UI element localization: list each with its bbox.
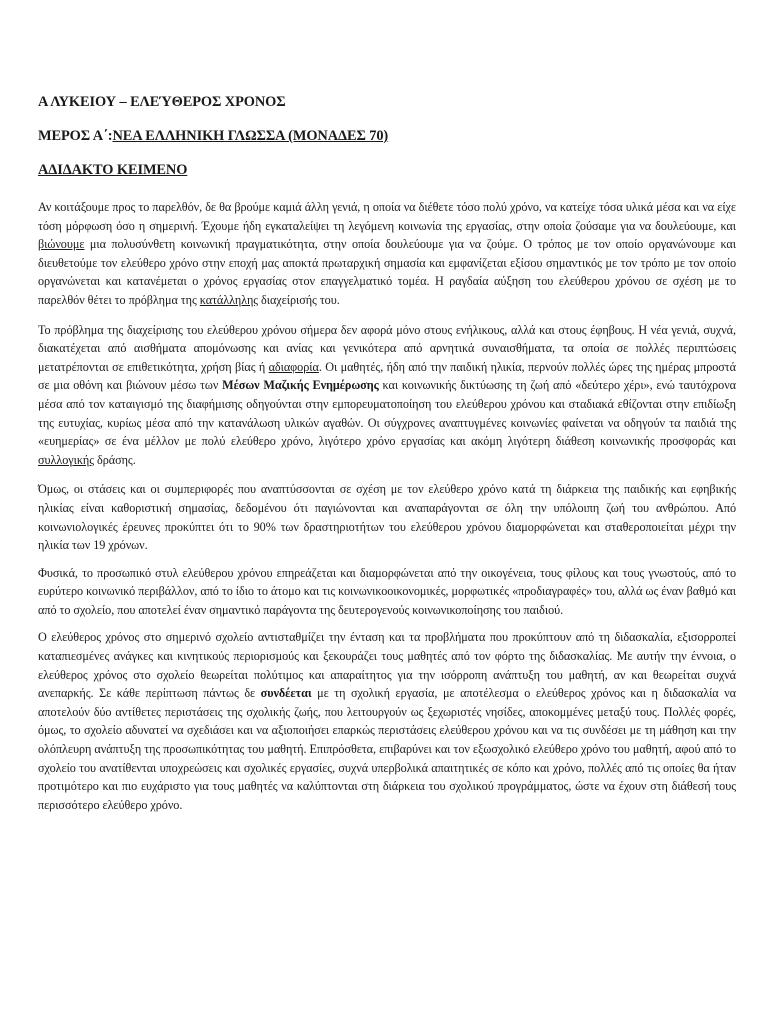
underlined-word: αδιαφορία: [268, 359, 319, 374]
paragraph-2: [38, 321, 736, 470]
paragraph-5: [38, 628, 736, 814]
underlined-word: κατάλληλης: [199, 292, 259, 307]
paragraph-2-text-a: Το πρόβλημα της διαχείρισης του ελεύθερου χρόνου σήμερα δεν αφορά μόνο στους ενήλικους, αλλά και στους έφηβους. Η νέα γενιά, συχνά, διακατέχεται από αισθήματα απομόνωσης και ανίας και γενικότερα από αρνητικά συναισθήματα, τα οποία σε πολλές περιπτώσεις μετατρέπονται σε επιθετικότητα, χρήση βίας ή: [38, 322, 736, 374]
paragraph-2-text-d: δράσης.: [94, 452, 136, 467]
paragraph-5-text-a: Ο ελεύθερος χρόνος στο σημερινό σχολείο αντισταθμίζει την ένταση και τα προβλήματα που προκύπτουν από τη διδασκαλία, εξισορροπεί καταπιεσμένες ανάγκες και κινητικούς περιορισμούς και ξεκουράζει τους μαθητές από τον φόρτο της διδασκαλίας. Με αυτήν την έννοια, ο ελεύθερος χρόνος στο σχολείο θεωρείται πολύτιμος και απαραίτητος για την ισόρροπη ανάπτυξη του μαθητή, αν και θεωρείται συχνά ανεπαρκής. Σε κάθε περίπτωση πάντως δε: [38, 630, 736, 701]
bold-word: συνδέεται: [260, 686, 312, 701]
paragraph-1-text-c: διαχείρισής του.: [258, 292, 340, 307]
document-page: [38, 92, 736, 825]
paragraph-3: Όμως, οι στάσεις και οι συμπεριφορές που αναπτύσσονται σε σχέση με τον ελεύθερο χρόνο κατά τη διάρκεια της παιδικής και εφηβικής ηλικίας είναι καθοριστική σημασίας, δεδομένου ότι παγιώνονται και αναπαράγονται σε όλη την υπόλοιπη ζωή του ανθρώπου. Από κοινωνιολογικές έρευνες προκύπτει ότι το 90% των δραστηριοτήτων του ελεύθερου χρόνου διαμορφώνεται και σταθεροποιείται μέχρι την ηλικία των 19 χρόνων.: [38, 482, 736, 553]
paragraph-1-text-b: μια πολυσύνθετη κοινωνική πραγματικότητα, στην οποία δουλεύουμε για να ζούμε. Ο τρόπος με τον οποίο οργανώνουμε και διευθετούμε τον ελεύθερο χρόνο στην εποχή μας αποκτά πρωταρχική σημασία και εμφανίζεται εξίσου σημαντικός με τον τρόπο με τον οποίο οργανώνεται και κατανέμεται ο χρόνος εργασίας στον επαγγελματικό τομέα. Η ραγδαία αύξηση του ελεύθερου χρόνου σε σχέση με το παρελθόν θέτει το πρόβλημα της: [38, 237, 736, 307]
underlined-word: συλλογικής: [38, 452, 95, 467]
part-prefix: ΜΕΡΟΣ Α΄:: [38, 128, 113, 144]
part-heading: [38, 126, 736, 146]
paragraph-2-text-c: και κοινωνικής δικτύωσης τη ζωή από «δεύτερο χέρι», ενώ ταυτόχρονα μέσα από τον καταιγισμό της διαφήμισης οδηγούνται στην εμπορευματοποίηση του ελεύθερου χρόνου και σταδιακά εθίζονται στην επιδίωξη της ευτυχίας, κυρίως μέσα από την κατανάλωση υλικών αγαθών. Οι σύγχρονες αναπτυγμένες κοινωνίες φαίνεται να οδηγούν τα παιδιά της «ευημερίας» σε ένα μέλλον με πολύ ελεύθερο χρόνο, λιγότερο χρόνο εργασίας και ακόμη λιγότερη διάθεση κοινωνικής προσφοράς και: [38, 378, 736, 449]
paragraph-1-text-a: Αν κοιτάξουμε προς το παρελθόν, δε θα βρούμε καμιά άλλη γενιά, η οποία να διέθετε τόσο πολύ χρόνο, να κατείχε τόσα υλικά μέσα και να είχε τόση μόρφωση όσο η σημερινή. Έχουμε ήδη εγκαταλείψει τη λεγόμενη κοινωνία της εργασίας, στην οποία ζούσαμε για να δουλεύουμε, και: [38, 200, 736, 233]
paragraph-1: [38, 198, 736, 310]
document-title: Α ΛΥΚΕΙΟΥ – ΕΛΕΎΘΕΡΟΣ ΧΡΟΝΟΣ: [38, 94, 286, 110]
bold-phrase: Μέσων Μαζικής Ενημέρωσης: [222, 378, 379, 393]
part-label: ΝΕΑ ΕΛΛΗΝΙΚΗ ΓΛΩΣΣΑ (ΜΟΝΑΔΕΣ 70): [112, 128, 389, 144]
paragraph-4: Φυσικά, το προσωπικό στυλ ελεύθερου χρόνου επηρεάζεται και διαμορφώνεται από την οικογένεια, τους φίλους και τους γνωστούς, από το ευρύτερο κοινωνικό περιβάλλον, από το ίδιο το άτομο και τις κοινωνικοοικονομικές, μορφωτικές «προδιαγραφές» του, αλλά ως έναν βαθμό και από το σχολείο, που αποτελεί έναν σημαντικό παράγοντα της δευτερογενούς κοινωνικοποίησης του παιδιού.: [38, 565, 736, 617]
section-title: ΑΔΙΔΑΚΤΟ ΚΕΙΜΕΝΟ: [38, 162, 188, 178]
underlined-word: βιώνουμε: [38, 237, 85, 252]
paragraph-5-text-b: με τη σχολική εργασία, με αποτέλεσμα ο ελεύθερος χρόνος και η διδασκαλία να αποτελούν δύο αντίθετες περιστάσεις της σχολικής ζωής, που λειτουργούν ως ξεχωριστές νησίδες, αποκομμένες μεταξύ τους. Πολλές φορές, όμως, το σχολείο αδυνατεί να σχεδιάσει και να αξιοποιήσει επαρκώς περιστάσεις ελεύθερου χρόνου και να τις συνδέσει με τη μάθηση και την ολόπλευρη ανάπτυξη της προσωπικότητας του μαθητή. Επιπρόσθετα, επιβαρύνει και τον εξωσχολικό ελεύθερο χρόνο του μαθητή, αφού από το σχολείο του ανατίθενται υποχρεώσεις και σχολικές εργασίες, συχνά υπερβολικά απαιτητικές σε κόπο και χρόνο, πολλές από τις οποίες θα ήταν προτιμότερο και πιο ευχάριστο για τους μαθητές να καλύπτονται στη διάρκεια του σχολικού προγράμματος, ώστε να έχουν στη διάθεσή τους περισσότερο ελεύθερο χρόνο.: [38, 686, 736, 812]
paragraph-2-text-b: . Οι μαθητές, ήδη από την παιδική ηλικία, περνούν πολλές ώρες της ημέρας μπροστά σε μια οθόνη και βιώνουν μέσω των: [38, 359, 736, 393]
